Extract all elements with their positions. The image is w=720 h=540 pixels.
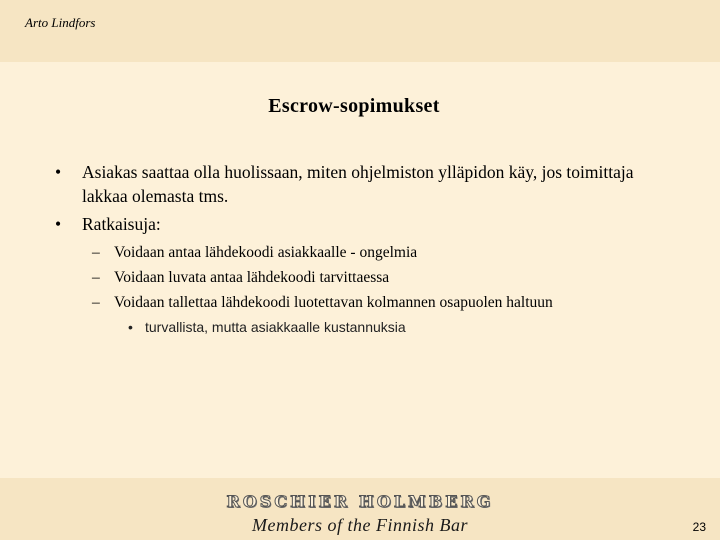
sub-bullet-item [0, 240, 720, 265]
sub-sub-bullet-item [0, 315, 720, 339]
sub-bullet-item [0, 290, 720, 315]
dash-icon: – [92, 269, 100, 286]
bullet-item [0, 160, 642, 208]
bullet-list [0, 160, 720, 339]
bullet-text: Ratkaisuja: [82, 214, 161, 234]
page-number: 23 [692, 520, 706, 534]
logo-wordmark: ROSCHIER HOLMBERG [226, 492, 494, 511]
dash-icon: – [92, 244, 100, 261]
sub-sub-bullet-text: turvallista, mutta asiakkaalle kustannuksia [145, 319, 406, 335]
dash-icon: – [92, 294, 100, 311]
bullet-dot-icon: • [55, 162, 62, 182]
bullet-dot-icon: • [128, 319, 133, 335]
logo-tagline: Members of the Finnish Bar [252, 515, 468, 535]
sub-bullet-list [0, 240, 720, 339]
slide-title: Escrow-sopimukset [268, 95, 440, 117]
company-logo [0, 492, 720, 536]
sub-bullet-item [0, 265, 720, 290]
sub-bullet-text: Voidaan antaa lähdekoodi asiakkaalle - ongelmia [114, 244, 418, 261]
bullet-text: Asiakas saattaa olla huolissaan, miten ohjelmiston ylläpidon käy, jos toimittaja lakkaa olemasta tms. [82, 162, 634, 206]
sub-bullet-text: Voidaan tallettaa lähdekoodi luotettavan kolmannen osapuolen haltuun [114, 294, 553, 311]
header-band [0, 0, 720, 62]
bullet-item [0, 212, 642, 236]
bullet-dot-icon: • [55, 214, 62, 234]
sub-bullet-text: Voidaan luvata antaa lähdekoodi tarvittaessa [114, 269, 390, 286]
author-name: Arto Lindfors [25, 15, 96, 30]
